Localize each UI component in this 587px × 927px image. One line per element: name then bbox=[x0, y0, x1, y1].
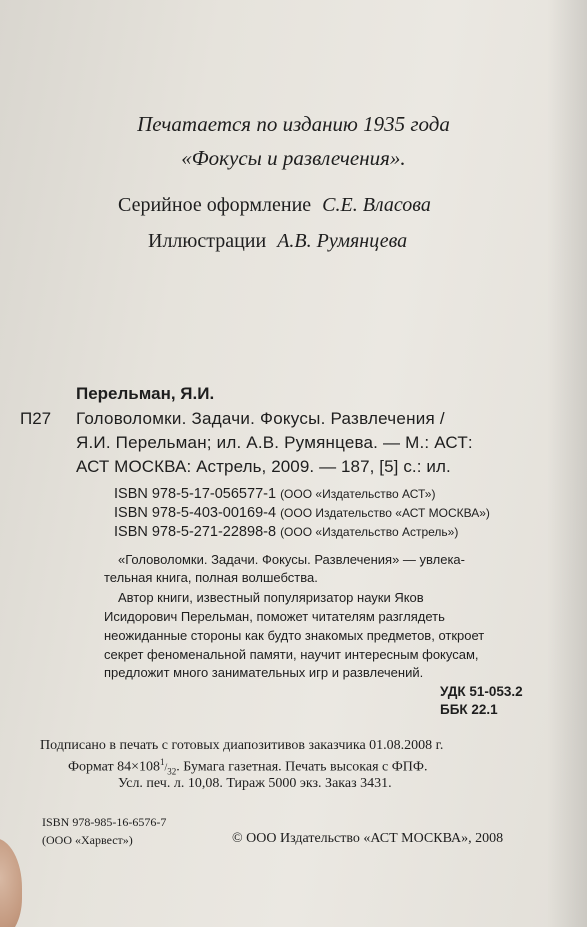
illustrations-credit bbox=[148, 230, 407, 253]
isbn-publisher: (ООО «Издательство Астрель») bbox=[280, 525, 459, 539]
udk-code: УДК 51-053.2 bbox=[440, 684, 523, 699]
design-label: Серийное оформление bbox=[118, 194, 312, 216]
bbk-code: ББК 22.1 bbox=[440, 702, 498, 717]
series-design-credit bbox=[118, 194, 431, 217]
annotation-line: предложит много занимательных игр и развлечений. bbox=[104, 665, 424, 680]
catalog-author: Перельман, Я.И. bbox=[76, 384, 215, 403]
isbn-line bbox=[114, 524, 458, 540]
page-shadow bbox=[547, 0, 587, 927]
catalog-title-line: Головоломки. Задачи. Фокусы. Развлечения / bbox=[76, 409, 445, 428]
isbn-number: ISBN 978-5-17-056577-1 bbox=[114, 486, 277, 502]
format-suffix: . Бумага газетная. Печать высокая с ФПФ. bbox=[176, 759, 428, 775]
imprint-signed-line: Подписано в печать с готовых диапозитивов заказчика 01.08.2008 г. bbox=[40, 738, 444, 753]
annotation-line: секрет феноменальной памяти, научит интересным фокусам, bbox=[104, 647, 479, 662]
thumb bbox=[0, 838, 22, 927]
annotation-line: неожиданные стороны как будто знакомых предметов, откроет bbox=[104, 628, 485, 643]
imprint-format-line: Формат $84\times 108^1/_{32}$. Бумага газетная. Печать высокая с ФПФ. bbox=[68, 757, 428, 777]
isbn-number: ISBN 978-5-271-22898-8 bbox=[114, 524, 277, 540]
format-fraction-num: 1 bbox=[159, 757, 165, 767]
design-name: С.Е. Власова bbox=[322, 194, 431, 216]
imprint-print-run-line: Усл. печ. л. 10,08. Тираж 5000 экз. Заказ 3431. bbox=[118, 776, 392, 791]
annotation-line: Исидорович Перельман, поможет читателям разглядеть bbox=[104, 609, 445, 624]
illustrations-name: А.В. Румянцева bbox=[277, 230, 408, 252]
footer-publisher: (ООО «Харвест») bbox=[42, 833, 133, 847]
format-fraction-den: 32 bbox=[167, 766, 177, 777]
annotation-line: Автор книги, известный популяризатор науки Яков bbox=[118, 590, 424, 605]
isbn-publisher: (ООО «Издательство АСТ») bbox=[280, 487, 436, 501]
isbn-publisher: (ООО Издательство «АСТ МОСКВА») bbox=[280, 506, 490, 520]
catalog-responsibility-line: Я.И. Перельман; ил. А.В. Румянцева. — М.: АСТ: bbox=[76, 433, 473, 452]
copyright-line: © ООО Издательство «АСТ МОСКВА», 2008 bbox=[232, 831, 504, 846]
isbn-number: ISBN 978-5-403-00169-4 bbox=[114, 505, 277, 521]
annotation-line: тельная книга, полная волшебства. bbox=[104, 570, 318, 585]
original-title-note: «Фокусы и развлечения». bbox=[181, 146, 406, 170]
isbn-line bbox=[114, 505, 490, 521]
illustrations-label: Иллюстрации bbox=[148, 230, 267, 252]
format-prefix: Формат 84×108 bbox=[68, 759, 160, 775]
footer-isbn: ISBN 978-985-16-6576-7 bbox=[42, 815, 167, 829]
catalog-publication-line: АСТ МОСКВА: Астрель, 2009. — 187, [5] с.: ил. bbox=[76, 457, 451, 476]
annotation-line: «Головоломки. Задачи. Фокусы. Развлечения» — увлека- bbox=[118, 552, 465, 567]
isbn-line bbox=[114, 486, 435, 502]
edition-note: Печатается по изданию 1935 года bbox=[137, 112, 450, 136]
catalog-code: П27 bbox=[20, 409, 52, 428]
